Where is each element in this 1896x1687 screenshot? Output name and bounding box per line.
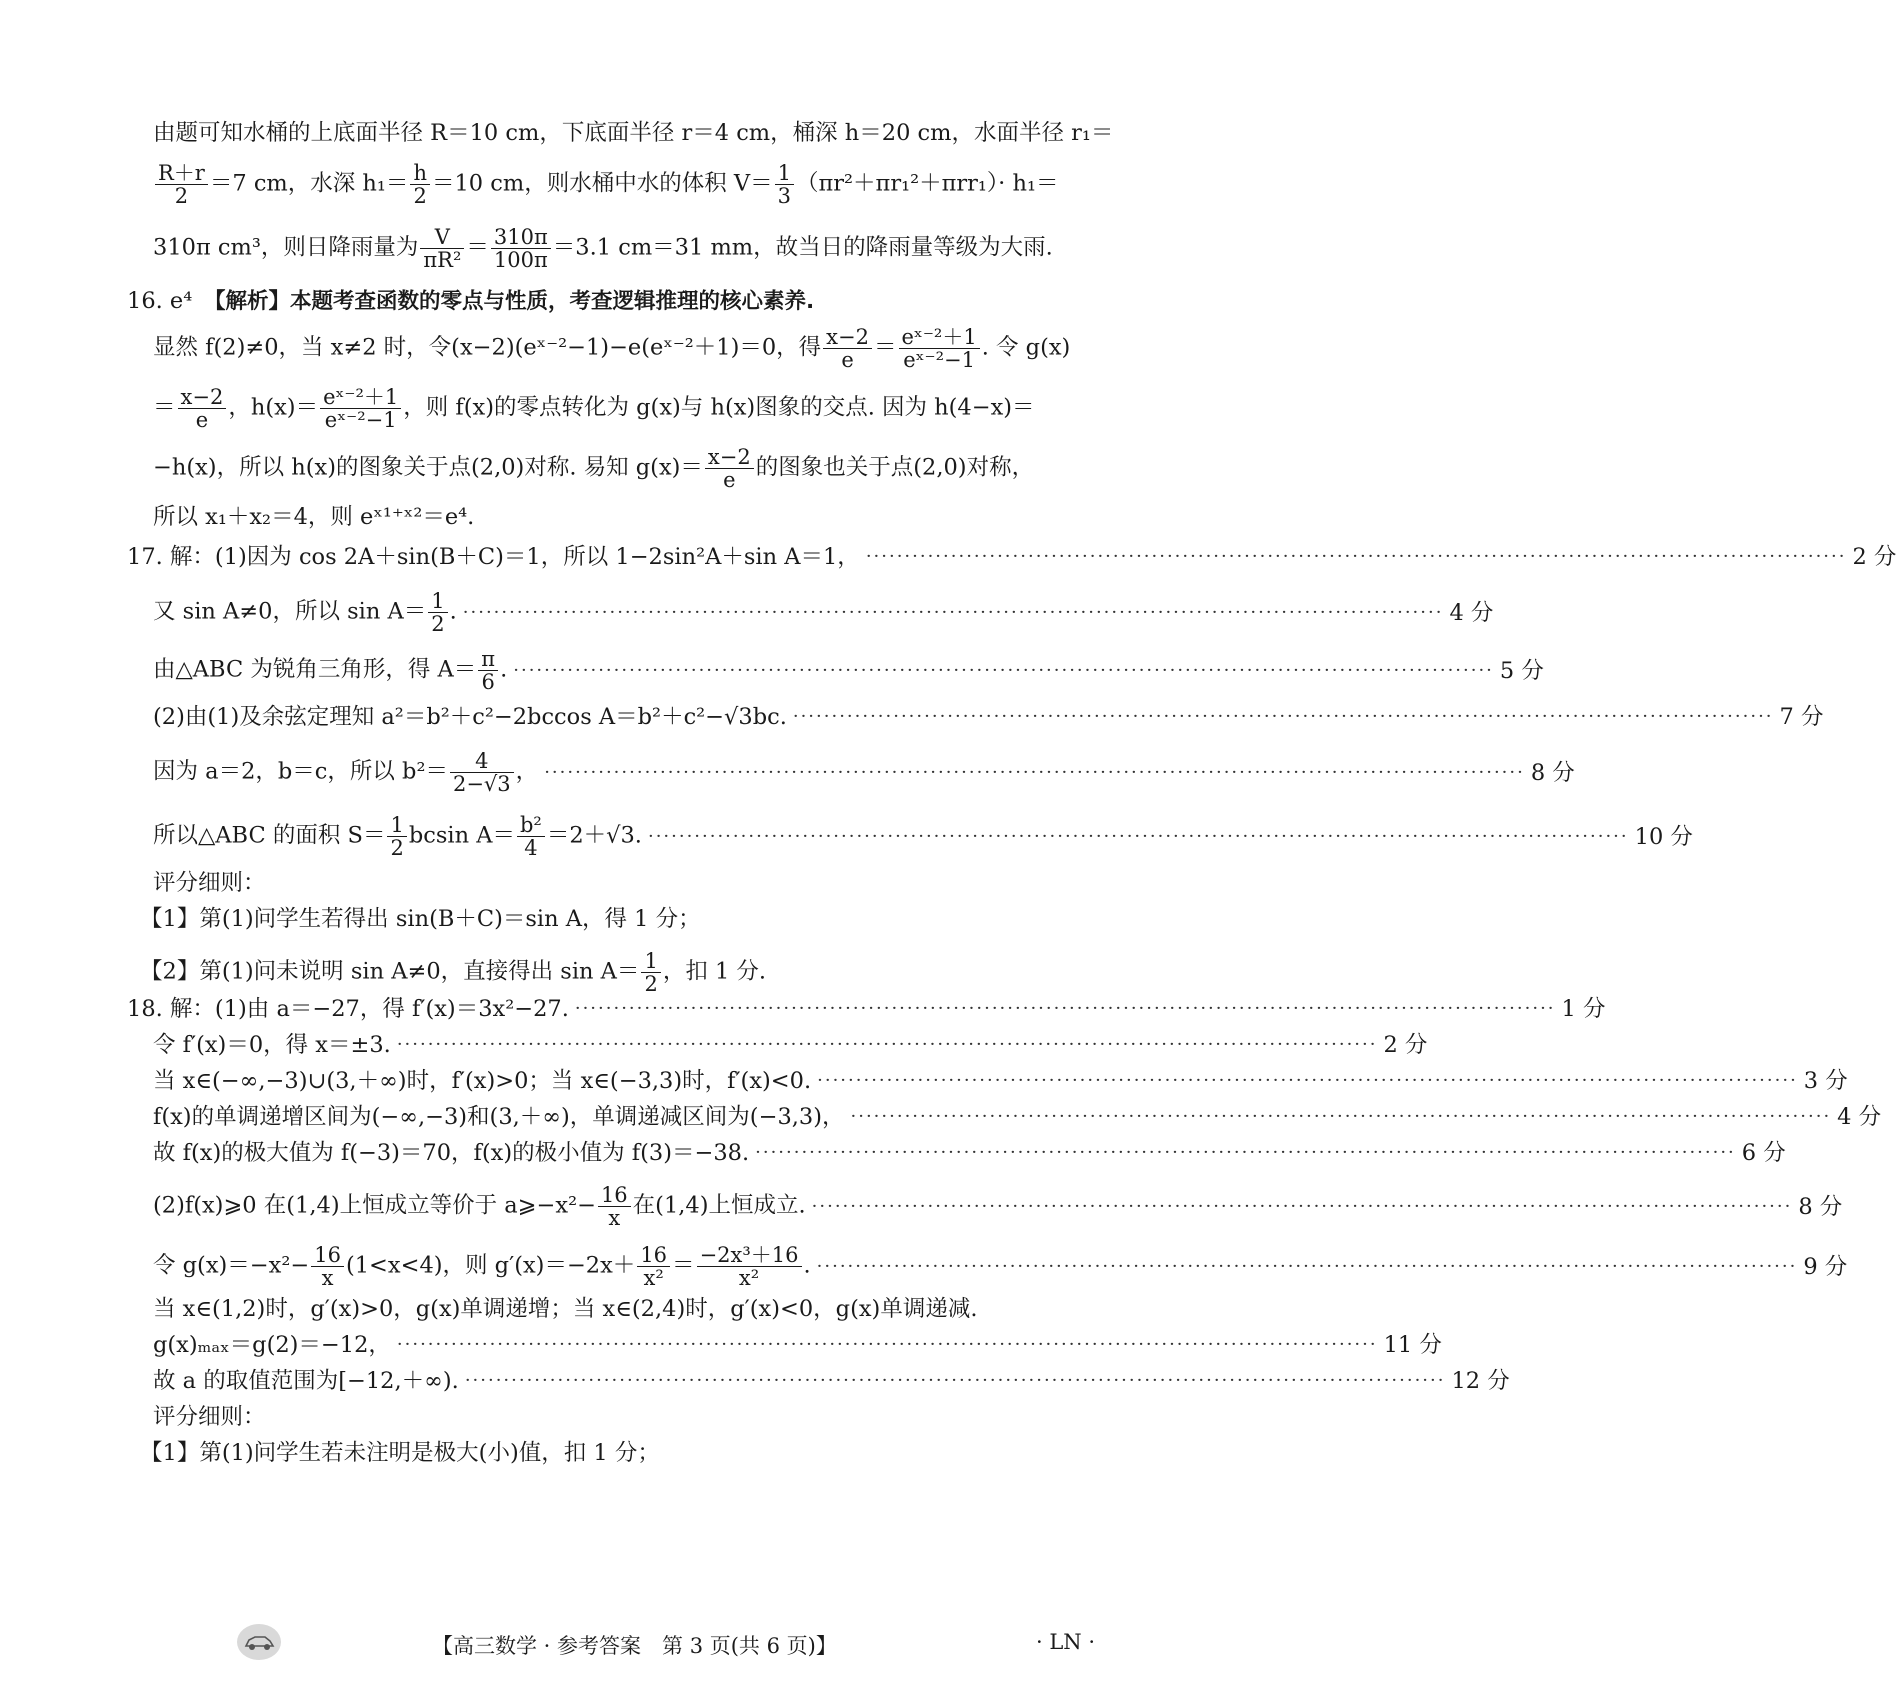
q16-header: 16. e⁴ 【解析】本题考查函数的零点与性质，考查逻辑推理的核心素养. <box>127 288 815 314</box>
q18-row-1: 18. 解：(1)由 a＝−27，得 f′(x)＝3x²−27. ······························································································································· 1 分 <box>127 996 1606 1022</box>
q18-row-9: g(x)ₘₐₓ＝g(2)＝−12， ······························································································································· 11 分 <box>153 1332 1442 1358</box>
q17-row-5: 因为 a＝2，b＝c，所以 b²＝ $\frac{4}{2-√3}$ ， ······························································································································· 8 分 <box>153 749 1575 796</box>
q17-rule-2: 【2】第(1)问未说明 sin A≠0，直接得出 sin A＝ $\frac{1}{2}$ ，扣 1 分. <box>140 949 767 996</box>
q18-row-7: 令 g(x)＝−x²− $\frac{16}{x}$ (1<x<4)，则 g′(x)＝−2x＋ $\frac{16}{\text{x²}}$ ＝ $\frac{\text{−2x³＋16}}{\text{x²}}$ . ······························································································································· 9 分 <box>153 1243 1848 1290</box>
q17-row-6: 所以△ABC 的面积 S＝ $\frac{1}{2}$ bcsin A＝ $\frac{\text{b²}}{4}$ ＝2＋√3. ······························································································································· 10 分 <box>153 813 1693 860</box>
fraction: $\frac{310\pi}{100\pi}$ <box>491 226 551 271</box>
q18-row-6: (2)f(x)⩾0 在(1,4)上恒成立等价于 a⩾−x²− $\frac{16}{x}$ 在(1,4)上恒成立. ······························································································································· 8 分 <box>153 1183 1843 1230</box>
q18-rule-1: 【1】第(1)问学生若未注明是极大(小)值，扣 1 分； <box>140 1440 660 1466</box>
fraction: $\frac{x-2}{e}$ <box>705 446 754 491</box>
q18-row-2: 令 f′(x)＝0，得 x＝±3. ······························································································································· 2 分 <box>153 1032 1428 1058</box>
q16-line-4: 所以 x₁＋x₂＝4，则 eˣ¹⁺ˣ²＝e⁴. <box>153 504 475 530</box>
q15-line-1: 由题可知水桶的上底面半径 R＝10 cm，下底面半径 r＝4 cm，桶深 h＝20 cm，水面半径 r₁＝ <box>153 120 1114 146</box>
q17-row-4: (2)由(1)及余弦定理知 a²＝b²＋c²−2bccos A＝b²＋c²−√3bc. ······························································································································· 7 分 <box>153 704 1824 730</box>
q16-line-1: 显然 f(2)≠0，当 x≠2 时，令(x−2)(eˣ⁻²−1)−e(eˣ⁻²＋1)＝0，得 $\frac{x-2}{e}$ ＝ $\frac{\text{eˣ⁻²＋1}}{\text{eˣ⁻²−1}}$ . 令 g(x) <box>153 325 1071 372</box>
fraction: $\frac{4}{2-√3}$ <box>450 750 514 795</box>
fraction: $\frac{x-2}{e}$ <box>178 386 227 431</box>
fraction: $\frac{\text{eˣ⁻²＋1}}{\text{eˣ⁻²−1}}$ <box>899 326 980 371</box>
q18-rules-title: 评分细则： <box>153 1404 266 1430</box>
fraction: $\frac{16}{\text{x²}}$ <box>637 1244 670 1289</box>
q15-line-2: $\frac{R+r}{2}$ ＝7 cm，水深 h₁＝ $\frac{h}{2}$ ＝10 cm，则水桶中水的体积 V＝ $\frac{1}{3}$ （πr²＋πr₁²＋πrr₁）· h₁＝ <box>153 162 1093 207</box>
fraction: $\frac{1}{2}$ <box>641 950 660 995</box>
q18-row-4: f(x)的单调递增区间为(−∞,−3)和(3,＋∞)，单调递减区间为(−3,3)， ······························································································································· 4 分 <box>153 1104 1882 1130</box>
car-logo-icon <box>237 1624 281 1660</box>
q16-line-2: ＝ $\frac{x-2}{e}$ ，h(x)＝ $\frac{\text{eˣ⁻²＋1}}{\text{eˣ⁻²−1}}$ ，则 f(x)的零点转化为 g(x)与 h(x)图象的交点. 因为 h(4−x)＝ <box>153 385 1035 432</box>
q18-row-3: 当 x∈(−∞,−3)∪(3,＋∞)时，f′(x)>0；当 x∈(−3,3)时，f′(x)<0. ······························································································································· 3 分 <box>153 1068 1848 1094</box>
q18-row-10: 故 a 的取值范围为[−12,＋∞). ······························································································································· 12 分 <box>153 1368 1510 1394</box>
q17-row-2: 又 sin A≠0，所以 sin A＝ $\frac{1}{2}$ . ······························································································································· 4 分 <box>153 589 1494 636</box>
q17-rules-title: 评分细则： <box>153 870 266 896</box>
q17-rule-1: 【1】第(1)问学生若得出 sin(B＋C)＝sin A，得 1 分； <box>140 906 701 932</box>
fraction: $\frac{R+r}{2}$ <box>155 162 208 207</box>
q17-row-3: 由△ABC 为锐角三角形，得 A＝ $\frac{\pi}{6}$ . ······························································································································· 5 分 <box>153 647 1544 694</box>
q18-row-8: 当 x∈(1,2)时，g′(x)>0，g(x)单调递增；当 x∈(2,4)时，g′(x)<0，g(x)单调递减. <box>153 1296 978 1322</box>
q15-line-3: 310π cm³，则日降雨量为 $\frac{V}{\text{πR²}}$ ＝ $\frac{310\pi}{100\pi}$ ＝3.1 cm＝31 mm，故当日的降雨量等级为大雨. <box>153 225 1053 272</box>
fraction: $\frac{\text{−2x³＋16}}{\text{x²}}$ <box>697 1244 802 1289</box>
fraction: $\frac{1}{3}$ <box>775 162 794 207</box>
fraction: $\frac{V}{\text{πR²}}$ <box>420 226 464 271</box>
q16-line-3: −h(x)，所以 h(x)的图象关于点(2,0)对称. 易知 g(x)＝ $\frac{x-2}{e}$ 的图象也关于点(2,0)对称， <box>153 445 1035 492</box>
fraction: $\frac{1}{2}$ <box>387 814 406 859</box>
fraction: $\frac{h}{2}$ <box>410 162 430 207</box>
fraction: $\frac{\pi}{6}$ <box>478 648 498 693</box>
q18-row-5: 故 f(x)的极大值为 f(−3)＝70，f(x)的极小值为 f(3)＝−38. ······························································································································· 6 分 <box>153 1140 1786 1166</box>
fraction: $\frac{1}{2}$ <box>428 590 447 635</box>
footer-center: 【高三数学 · 参考答案 第 3 页(共 6 页)】 <box>432 1634 837 1658</box>
fraction: $\frac{16}{x}$ <box>311 1244 344 1289</box>
q17-row-1: 17. 解：(1)因为 cos 2A＋sin(B＋C)＝1，所以 1−2sin²A＋sin A＝1， ······························································································································· 2 分 <box>127 544 1896 570</box>
fraction: $\frac{\text{eˣ⁻²＋1}}{\text{eˣ⁻²−1}}$ <box>320 386 401 431</box>
fraction: $\frac{x-2}{e}$ <box>823 326 872 371</box>
fraction: $\frac{\text{b²}}{4}$ <box>517 814 545 859</box>
fraction: $\frac{16}{x}$ <box>598 1184 631 1229</box>
footer-right: · LN · <box>1036 1630 1096 1654</box>
